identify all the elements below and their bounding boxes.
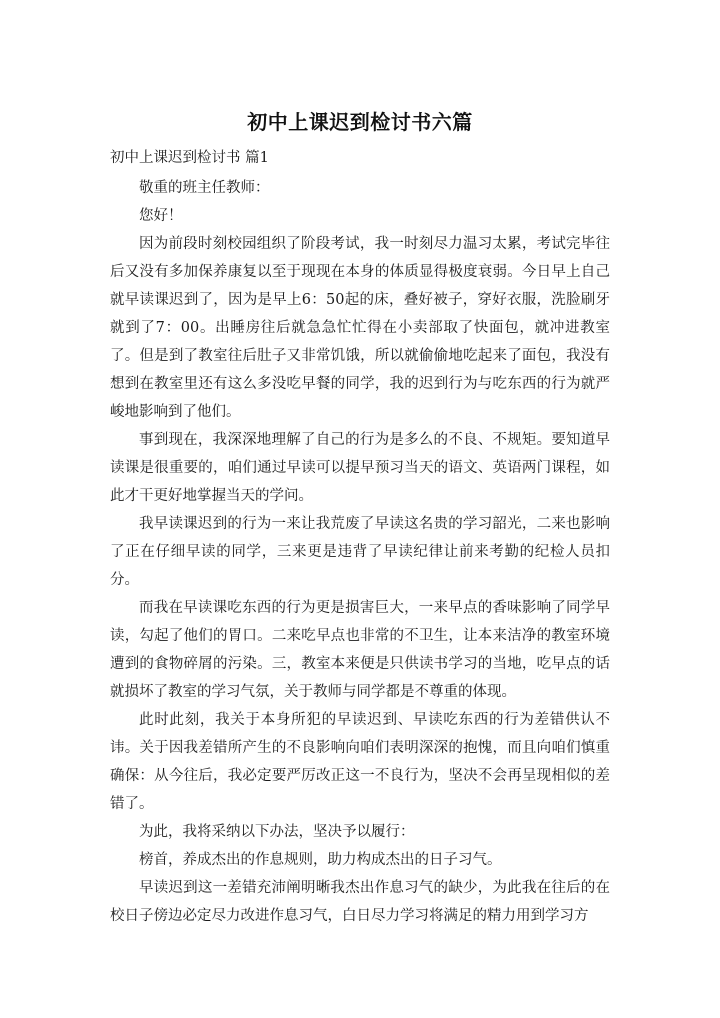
salutation: 敬重的班主任教师： (139, 180, 270, 196)
paragraph: 因为前段时刻校园组织了阶段考试，我一时刻尽力温习太累，考试完毕往后又没有多加保养康复以至于现现在本身的体质显得极度衰弱。今日早上自己就早读课迟到了，因为是早上6：50起的床，叠好被子，穿好衣服，洗脸刷牙就到了7：00。出睡房往后就急急忙忙得在小卖部取了快面包，就冲进教室了。但是到了教室往后肚子又非常饥饿，所以就偷偷地吃起来了面包，我没有想到在教室里还有这么多没吃早餐的同学，我的迟到行为与吃东西的行为就严峻地影响到了他们。 (110, 236, 610, 420)
paragraph: 此时此刻，我关于本身所犯的早读迟到、早读吃东西的行为差错供认不讳。关于因我差错所产生的不良影响向咱们表明深深的抱愧，而且向咱们慎重确保：从今往后，我必定要严厉改正这一不良行为，坚决不会再呈现相似的差错了。 (110, 712, 610, 812)
document-title: 初中上课迟到检讨书六篇 (247, 110, 473, 134)
paragraph: 而我在早读课吃东西的行为更是损害巨大，一来早点的香味影响了同学早读，勾起了他们的胃口。二来吃早点也非常的不卫生，让本来洁净的教室环境遭到的食物碎屑的污染。三，教室本来便是只供读书学习的当地，吃早点的话就损坏了教室的学习气氛，关于教师与同学都是不尊重的体现。 (110, 600, 610, 700)
paragraph: 我早读课迟到的行为一来让我荒废了早读这名贵的学习韶光，二来也影响了正在仔细早读的同学，三来更是违背了早读纪律让前来考勤的纪检人员扣分。 (110, 516, 610, 588)
paragraph: 事到现在，我深深地理解了自己的行为是多么的不良、不规矩。要知道早读课是很重要的，咱们通过早读可以提早预习当天的语文、英语两门课程，如此才干更好地掌握当天的学问。 (110, 432, 610, 504)
paragraph: 为此，我将采纳以下办法，坚决予以履行： (139, 824, 415, 840)
document-body (110, 146, 610, 930)
paragraph: 早读迟到这一差错充沛阐明晰我杰出作息习气的缺少，为此我在往后的在校日子傍边必定尽力改进作息习气，白日尽力学习将满足的精力用到学习方 (110, 880, 610, 924)
paragraph: 榜首，养成杰出的作息规则，助力构成杰出的日子习气。 (139, 852, 502, 868)
greeting: 您好！ (139, 208, 183, 224)
section-heading: 初中上课迟到检讨书 篇1 (110, 150, 269, 166)
